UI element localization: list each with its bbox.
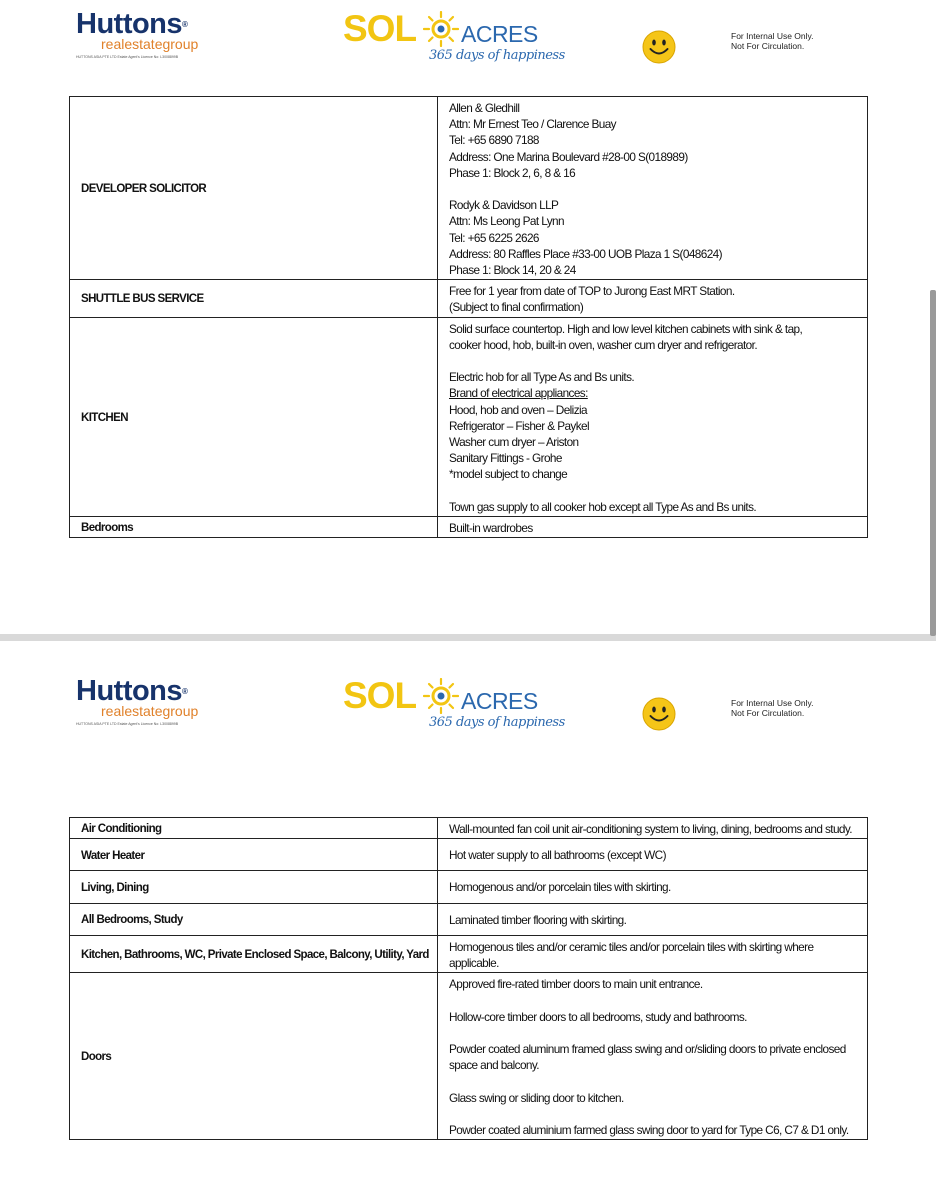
huttons-logo (76, 10, 236, 64)
row-label: Doors (70, 973, 438, 1140)
smiley-icon (642, 30, 676, 64)
value-line: Town gas supply to all cooker hob except all Type As and Bs units. (449, 499, 757, 514)
table-row (70, 97, 868, 280)
page-separator (0, 634, 936, 641)
row-value (438, 839, 868, 871)
sun-icon (423, 678, 459, 714)
value-line: Homogenous and/or porcelain tiles with skirting. (449, 880, 671, 895)
value-line: Laminated timber flooring with skirting. (449, 912, 627, 927)
scrollbar-thumb[interactable] (930, 290, 936, 636)
value-line: Allen & Gledhill (449, 101, 520, 115)
row-label: DEVELOPER SOLICITOR (70, 97, 438, 280)
value-line: cooker hood, hob, built-in oven, washer cum dryer and refrigerator. (449, 337, 757, 352)
internal-use-notice (731, 698, 851, 718)
logo-registered-mark: ® (182, 20, 188, 29)
document-page-2 (0, 641, 930, 1190)
row-label: Bedrooms (70, 517, 438, 538)
logo-sub-text: realestategroup (101, 36, 199, 52)
row-value (438, 903, 868, 935)
table-row (70, 903, 868, 935)
table-row (70, 839, 868, 871)
table-row (70, 871, 868, 903)
tagline-text: 365 days of happiness (429, 715, 565, 730)
notice-line-2: Not For Circulation. (731, 708, 805, 718)
value-line: Sanitary Fittings - Grohe (449, 451, 562, 466)
table-row (70, 935, 868, 972)
internal-use-notice (731, 31, 851, 51)
blank-line (449, 992, 862, 1008)
row-value (438, 871, 868, 903)
row-label: Water Heater (70, 839, 438, 871)
value-line: Approved fire-rated timber doors to main unit entrance. (449, 977, 703, 992)
value-line: Hot water supply to all bathrooms (except WC) (449, 848, 666, 863)
value-line: (Subject to final confirmation) (449, 300, 584, 315)
row-value (438, 280, 868, 317)
value-line: Attn: Ms Leong Pat Lynn (449, 214, 564, 229)
huttons-logo (76, 677, 236, 731)
acres-text: ACRES (461, 21, 538, 47)
value-line: Attn: Mr Ernest Teo / Clarence Buay (449, 117, 616, 132)
value-line: Address: 80 Raffles Place #33-00 UOB Plaza 1 S(048624) (449, 246, 722, 261)
appliance-brands-heading: Brand of electrical appliances: (449, 386, 588, 401)
value-line: Tel: +65 6225 2626 (449, 230, 539, 245)
row-label: SHUTTLE BUS SERVICE (70, 280, 438, 317)
sol-acres-logo (343, 675, 565, 734)
logo-main-text: Huttons (76, 675, 183, 707)
page-header (0, 0, 930, 70)
blank-line (449, 353, 862, 369)
blank-line (449, 181, 862, 197)
value-line: Powder coated aluminum framed glass swing and or/sliding doors to private enclosed space and balcony. (449, 1042, 846, 1073)
row-value (438, 935, 868, 972)
value-line: *model subject to change (449, 467, 568, 482)
table-row (70, 317, 868, 516)
value-line: Built-in wardrobes (449, 521, 533, 536)
row-value (438, 818, 868, 839)
row-label: Kitchen, Bathrooms, WC, Private Enclosed Space, Balcony, Utility, Yard (70, 935, 438, 972)
logo-licence-text: HUTTONS ASIA PTE LTD Estate Agent's Licence No: L3008899B (76, 722, 179, 726)
value-line: Tel: +65 6890 7188 (449, 133, 539, 148)
logo-main-text: Huttons (76, 8, 183, 40)
table-row (70, 280, 868, 317)
table-row (70, 973, 868, 1140)
row-value (438, 517, 868, 538)
blank-line (449, 1073, 862, 1089)
sun-icon (423, 11, 459, 47)
table-row (70, 818, 868, 839)
logo-registered-mark: ® (182, 687, 188, 696)
row-label: Air Conditioning (70, 818, 438, 839)
value-line: Phase 1: Block 14, 20 & 24 (449, 263, 576, 278)
page-header (0, 667, 930, 737)
value-line: Glass swing or sliding door to kitchen. (449, 1090, 624, 1105)
value-line: Rodyk & Davidson LLP (449, 198, 559, 213)
value-line: Solid surface countertop. High and low level kitchen cabinets with sink & tap, (449, 321, 803, 336)
logo-licence-text: HUTTONS ASIA PTE LTD Estate Agent's Licence No: L3008899B (76, 55, 179, 59)
row-label: All Bedrooms, Study (70, 903, 438, 935)
row-label: Living, Dining (70, 871, 438, 903)
row-value (438, 973, 868, 1140)
acres-text: ACRES (461, 688, 538, 714)
value-line: Free for 1 year from date of TOP to Jurong East MRT Station. (449, 284, 735, 299)
value-line: Homogenous tiles and/or ceramic tiles and/or porcelain tiles with skirting where applicable. (449, 939, 814, 971)
blank-line (449, 1025, 862, 1041)
row-value (438, 97, 868, 280)
value-line: Powder coated aluminium farmed glass swing door to yard for Type C6, C7 & D1 only. (449, 1122, 849, 1137)
tagline-text: 365 days of happiness (429, 48, 565, 63)
value-line: Wall-mounted fan coil unit air-conditioning system to living, dining, bedrooms and study. (449, 822, 852, 836)
spec-table-page-2 (69, 817, 868, 1140)
value-line: Address: One Marina Boulevard #28-00 S(018989) (449, 149, 688, 164)
value-line: Electric hob for all Type As and Bs units. (449, 370, 635, 385)
value-line: Hood, hob and oven – Delizia (449, 402, 587, 417)
sol-acres-logo (343, 8, 565, 67)
notice-line-1: For Internal Use Only. (731, 698, 814, 708)
spec-table-page-1 (69, 96, 868, 538)
logo-sub-text: realestategroup (101, 703, 199, 719)
sol-text: SOL (343, 8, 417, 49)
row-value (438, 317, 868, 516)
value-line: Hollow-core timber doors to all bedrooms, study and bathrooms. (449, 1009, 747, 1024)
value-line: Phase 1: Block 2, 6, 8 & 16 (449, 165, 576, 180)
row-label: KITCHEN (70, 317, 438, 516)
notice-line-1: For Internal Use Only. (731, 31, 814, 41)
blank-line (449, 483, 862, 499)
value-line: Washer cum dryer – Ariston (449, 435, 579, 450)
smiley-icon (642, 697, 676, 731)
table-row (70, 517, 868, 538)
notice-line-2: Not For Circulation. (731, 41, 805, 51)
value-line: Refrigerator – Fisher & Paykel (449, 418, 590, 433)
blank-line (449, 1106, 862, 1122)
sol-text: SOL (343, 675, 417, 716)
